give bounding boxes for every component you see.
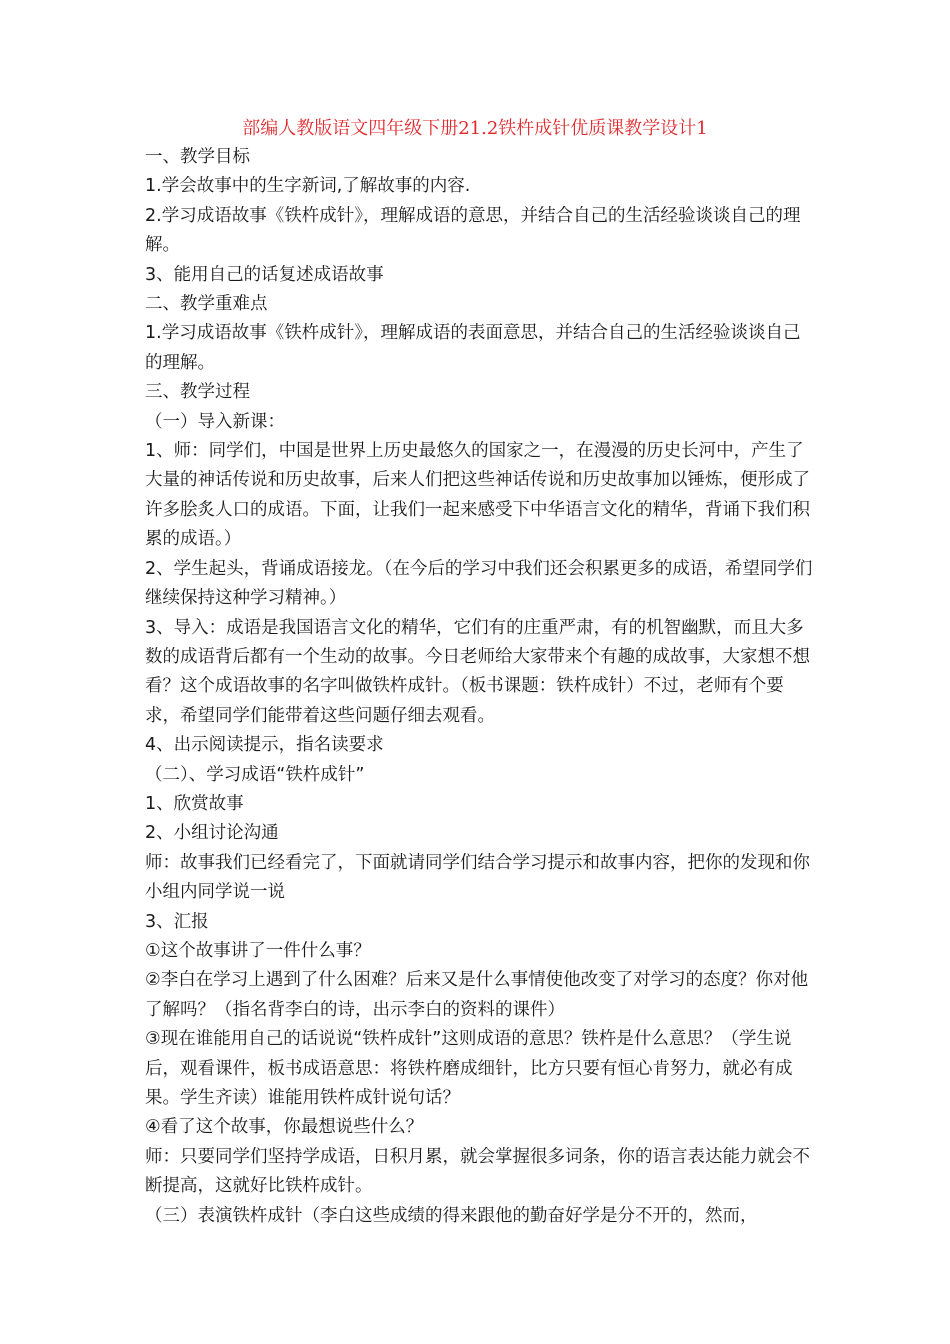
paragraph: 师：故事我们已经看完了，下面就请同学们结合学习提示和故事内容，把你的发现和你小组内同学说一说 <box>145 852 810 903</box>
document-body <box>145 143 815 1231</box>
paragraph: 4、出示阅读提示，指名读要求 <box>145 735 384 756</box>
document-title: 部编人教版语文四年级下册21.2铁杵成针优质课教学设计1 <box>242 118 708 139</box>
subsection-heading: （一）导入新课： <box>145 411 285 432</box>
objective-item: 2.学习成语故事《铁杵成针》，理解成语的意思，并结合自己的生活经验谈谈自己的理解。 <box>145 205 801 256</box>
key-point-item: 1.学习成语故事《铁杵成针》，理解成语的表面意思，并结合自己的生活经验谈谈自己的理解。 <box>145 323 801 373</box>
objective-item: 1.学会故事中的生字新词,了解故事的内容. <box>145 176 471 197</box>
paragraph: 1、欣赏故事 <box>145 793 244 814</box>
section-heading-key-points: 二、教学重难点 <box>145 294 268 315</box>
subsection-heading: （二）、学习成语“铁杵成针” <box>145 764 365 785</box>
paragraph: 3、导入：成语是我国语言文化的精华，它们有的庄重严肃，有的机智幽默，而且大多数的成语背后都有一个生动的故事。今日老师给大家带来个有趣的成故事，大家想不想看？这个成语故事的名字叫做铁杵成针。（板书课题：铁杵成针）不过，老师有个要求，希望同学们能带着这些问题仔细去观看。 <box>145 617 810 726</box>
section-heading-process: 三、教学过程 <box>145 382 250 403</box>
paragraph: 师：只要同学们坚持学成语，日积月累，就会掌握很多词条，你的语言表达能力就会不断提高，这就好比铁杵成针。 <box>145 1146 810 1197</box>
question-item: ②李白在学习上遇到了什么困难？后来又是什么事情使他改变了对学习的态度？你对他了解吗？（指名背李白的诗，出示李白的资料的课件） <box>145 970 809 1020</box>
paragraph: 2、小组讨论沟通 <box>145 823 279 844</box>
subsection-heading: （三）表演铁杵成针（李白这些成绩的得来跟他的勤奋好学是分不开的，然而， <box>145 1205 758 1226</box>
question-item: ③现在谁能用自己的话说说“铁杵成针”这则成语的意思？铁杵是什么意思？（学生说后，观看课件，板书成语意思：将铁杵磨成细针，比方只要有恒心肯努力，就必有成果。学生齐读）谁能用铁杵成针说句话？ <box>145 1029 793 1108</box>
paragraph: 3、汇报 <box>145 911 209 932</box>
question-item: ④看了这个故事，你最想说些什么？ <box>145 1117 424 1138</box>
paragraph: 2、学生起头，背诵成语接龙。（在今后的学习中我们还会积累更多的成语，希望同学们继续保持这种学习精神。） <box>145 558 813 609</box>
objective-item: 3、能用自己的话复述成语故事 <box>145 264 384 285</box>
paragraph: 1、师：同学们，中国是世界上历史最悠久的国家之一，在漫漫的历史长河中，产生了大量的神话传说和历史故事，后来人们把这些神话传说和历史故事加以锤炼，便形成了许多脍炙人口的成语。下面，让我们一起来感受下中华语言文化的精华，背诵下我们积累的成语。） <box>145 441 810 550</box>
question-item: ①这个故事讲了一件什么事？ <box>145 940 371 961</box>
section-heading-objectives: 一、教学目标 <box>145 147 250 167</box>
